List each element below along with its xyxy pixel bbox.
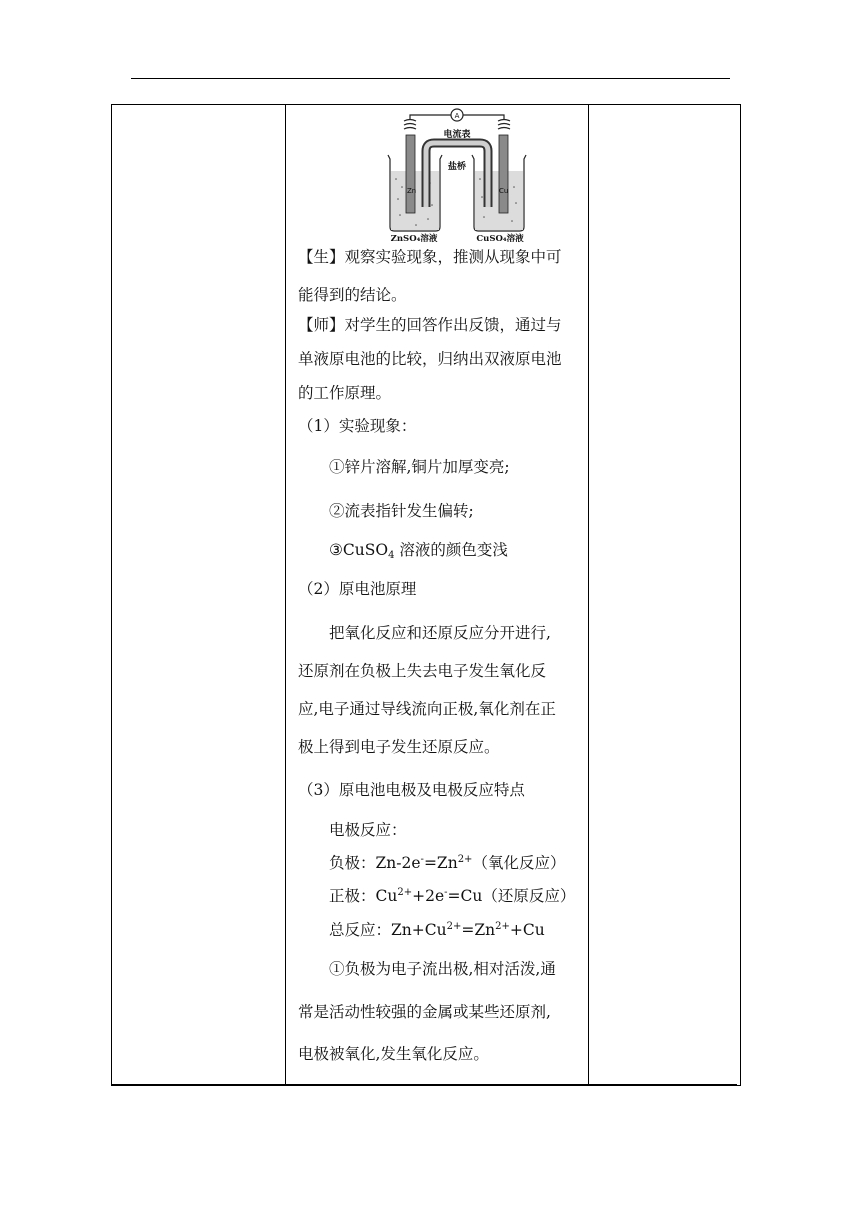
ammeter-label: 电流表 [443, 130, 471, 140]
point-1-line-3: 电极被氧化,发生氧化反应。 [298, 1045, 489, 1063]
positive-electrode-equation: 正极：$Cu^{2+}+2e^-=Cu$（还原反应） [329, 887, 576, 905]
cu-electrode-label: Cu [499, 187, 509, 195]
total-reaction-equation: 总反应：$Zn+Cu^{2+}=Zn^{2+}+Cu$ [329, 921, 545, 939]
table-bottom-rule [111, 1084, 737, 1085]
teacher-line-3: 的工作原理。 [298, 384, 392, 402]
galvanic-cell-diagram [386, 107, 528, 243]
cuso4-label: CuSO₄溶液 [476, 234, 524, 243]
student-line-2: 能得到的结论。 [298, 286, 407, 304]
lesson-table [111, 104, 741, 1086]
salt-bridge-label: 盐桥 [447, 162, 467, 172]
observation-3: ③CuSO$_4$ 溶液的颜色变浅 [329, 541, 508, 561]
student-line-1: 【生】观察实验现象，推测从现象中可 [298, 248, 562, 266]
content-column-cell [286, 105, 589, 1086]
observation-2: ②流表指针发生偏转; [329, 502, 474, 520]
header-rule [131, 78, 730, 79]
principle-line-3: 应,电子通过导线流向正极,氧化剂在正 [298, 700, 556, 718]
teacher-line-2: 单液原电池的比较，归纳出双液原电池 [298, 350, 562, 368]
observation-1: ①锌片溶解,铜片加厚变亮; [329, 458, 510, 476]
section-3-title: （3）原电池电极及电极反应特点 [298, 781, 525, 799]
right-column-cell [589, 105, 741, 1086]
section-2-title: （2）原电池原理 [298, 580, 417, 598]
zn-electrode-label: Zn [407, 187, 417, 195]
principle-line-4: 极上得到电子发生还原反应。 [298, 738, 500, 756]
point-1-line-1: ①负极为电子流出极,相对活泼,通 [329, 960, 556, 978]
left-column-cell [112, 105, 286, 1086]
principle-line-1: 把氧化反应和还原反应分开进行, [329, 624, 551, 642]
ammeter-symbol: A [454, 112, 460, 120]
section-1-title: （1）实验现象： [298, 417, 417, 435]
teacher-line-1: 【师】对学生的回答作出反馈，通过与 [298, 316, 562, 334]
negative-electrode-equation: 负极：$Zn-2e^-=Zn^{2+}$（氧化反应） [329, 854, 566, 872]
electrode-reaction-label: 电极反应： [329, 821, 407, 839]
point-1-line-2: 常是活动性较强的金属或某些还原剂, [298, 1003, 551, 1021]
principle-line-2: 还原剂在负极上失去电子发生氧化反 [298, 662, 547, 680]
znso4-label: ZnSO₄溶液 [390, 234, 438, 243]
